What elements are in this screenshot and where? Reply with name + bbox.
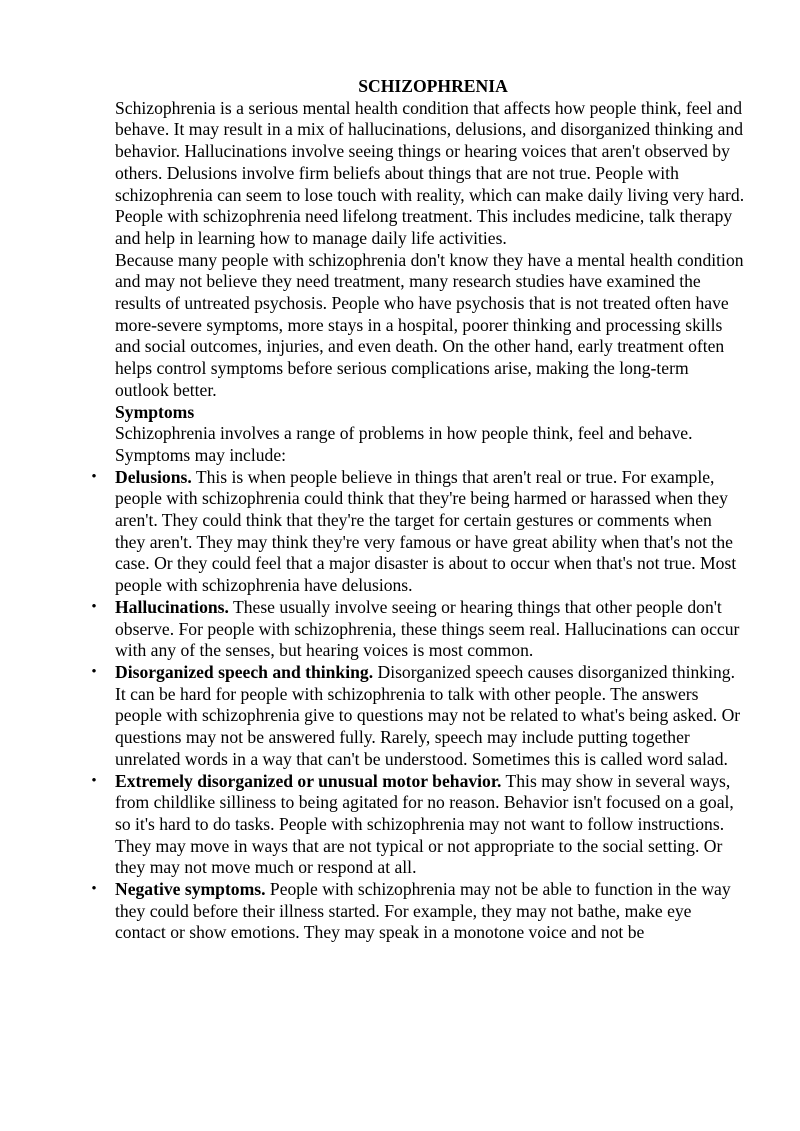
document-page: [91, 76, 745, 944]
symptom-description: Disorganized speech causes disorganized thinking. It can be hard for people with schizophrenia to talk with other people. The answers people with schizophrenia give to questions may not be related to what's being asked. Or questions may not be answered fully. Rarely, speech may include putting together unrelated words in a way that can't be understood. Sometimes this is called word salad.: [115, 661, 741, 769]
document-title: SCHIZOPHRENIA: [358, 76, 508, 96]
intro-paragraph-3: Because many people with schizophrenia don't know they have a mental health condition and may not believe they need treatment, many research studies have examined the results of untreated psychosis. People who have psychosis that is not treated often have more-severe symptoms, more stays in a hospital, poorer thinking and processing skills and social outcomes, injuries, and even death. On the other hand, early treatment often helps control symptoms before serious complications arise, making the long-term outlook better.: [115, 249, 744, 400]
symptom-description: People with schizophrenia may not be able to function in the way they could before their illness started. For example, they may not bathe, make eye contact or show emotions. They may speak in a monotone voice and not be: [115, 879, 731, 943]
bullet-icon: •: [91, 468, 97, 485]
list-item: [91, 596, 745, 662]
symptoms-intro: Schizophrenia involves a range of problems in how people think, feel and behave. Symptoms may include:: [115, 423, 693, 465]
list-item: [91, 770, 745, 880]
list-item: [91, 466, 745, 597]
symptoms-heading: Symptoms: [115, 401, 195, 422]
symptom-term: Hallucinations.: [115, 596, 229, 617]
bullet-icon: •: [91, 598, 97, 615]
symptom-description: This is when people believe in things that aren't real or true. For example, people with schizophrenia could think that they're being harmed or harassed when they aren't. They could think that they're the target for certain gestures or comments when they aren't. They may think they're very famous or have great ability when that's not the case. Or they could feel that a major disaster is about to occur when that's not true. Most people with schizophrenia have delusions.: [115, 466, 737, 596]
intro-paragraph-1: Schizophrenia is a serious mental health condition that affects how people think, feel and behave. It may result in a mix of hallucinations, delusions, and disorganized thinking and behavior. Hallucinations involve seeing things or hearing voices that aren't observed by others. Delusions involve firm beliefs about things that are not true. People with schizophrenia can seem to lose touch with reality, which can make daily living very hard.: [115, 97, 745, 205]
symptom-term: Negative symptoms.: [115, 879, 266, 900]
bullet-icon: •: [91, 881, 97, 898]
symptom-term: Extremely disorganized or unusual motor behavior.: [115, 770, 502, 791]
symptom-term: Disorganized speech and thinking.: [115, 661, 374, 682]
symptom-description: This may show in several ways, from childlike silliness to being agitated for no reason. Behavior isn't focused on a goal, so it's hard to do tasks. People with schizophrenia may not want to follow instructions. They may move in ways that are not typical or not appropriate to the social setting. Or they may not move much or respond at all.: [115, 770, 734, 878]
list-item: [91, 879, 745, 944]
symptom-description: These usually involve seeing or hearing things that other people don't observe. For people with schizophrenia, these things seem real. Hallucinations can occur with any of the senses, but hearing voices is most common.: [115, 596, 740, 661]
symptom-term: Delusions.: [115, 466, 192, 487]
bullet-icon: •: [91, 772, 97, 789]
intro-paragraph-2: People with schizophrenia need lifelong treatment. This includes medicine, talk therapy and help in learning how to manage daily life activities.: [115, 206, 733, 248]
symptoms-list: [91, 466, 745, 944]
list-item: [91, 661, 745, 771]
bullet-icon: •: [91, 663, 97, 680]
